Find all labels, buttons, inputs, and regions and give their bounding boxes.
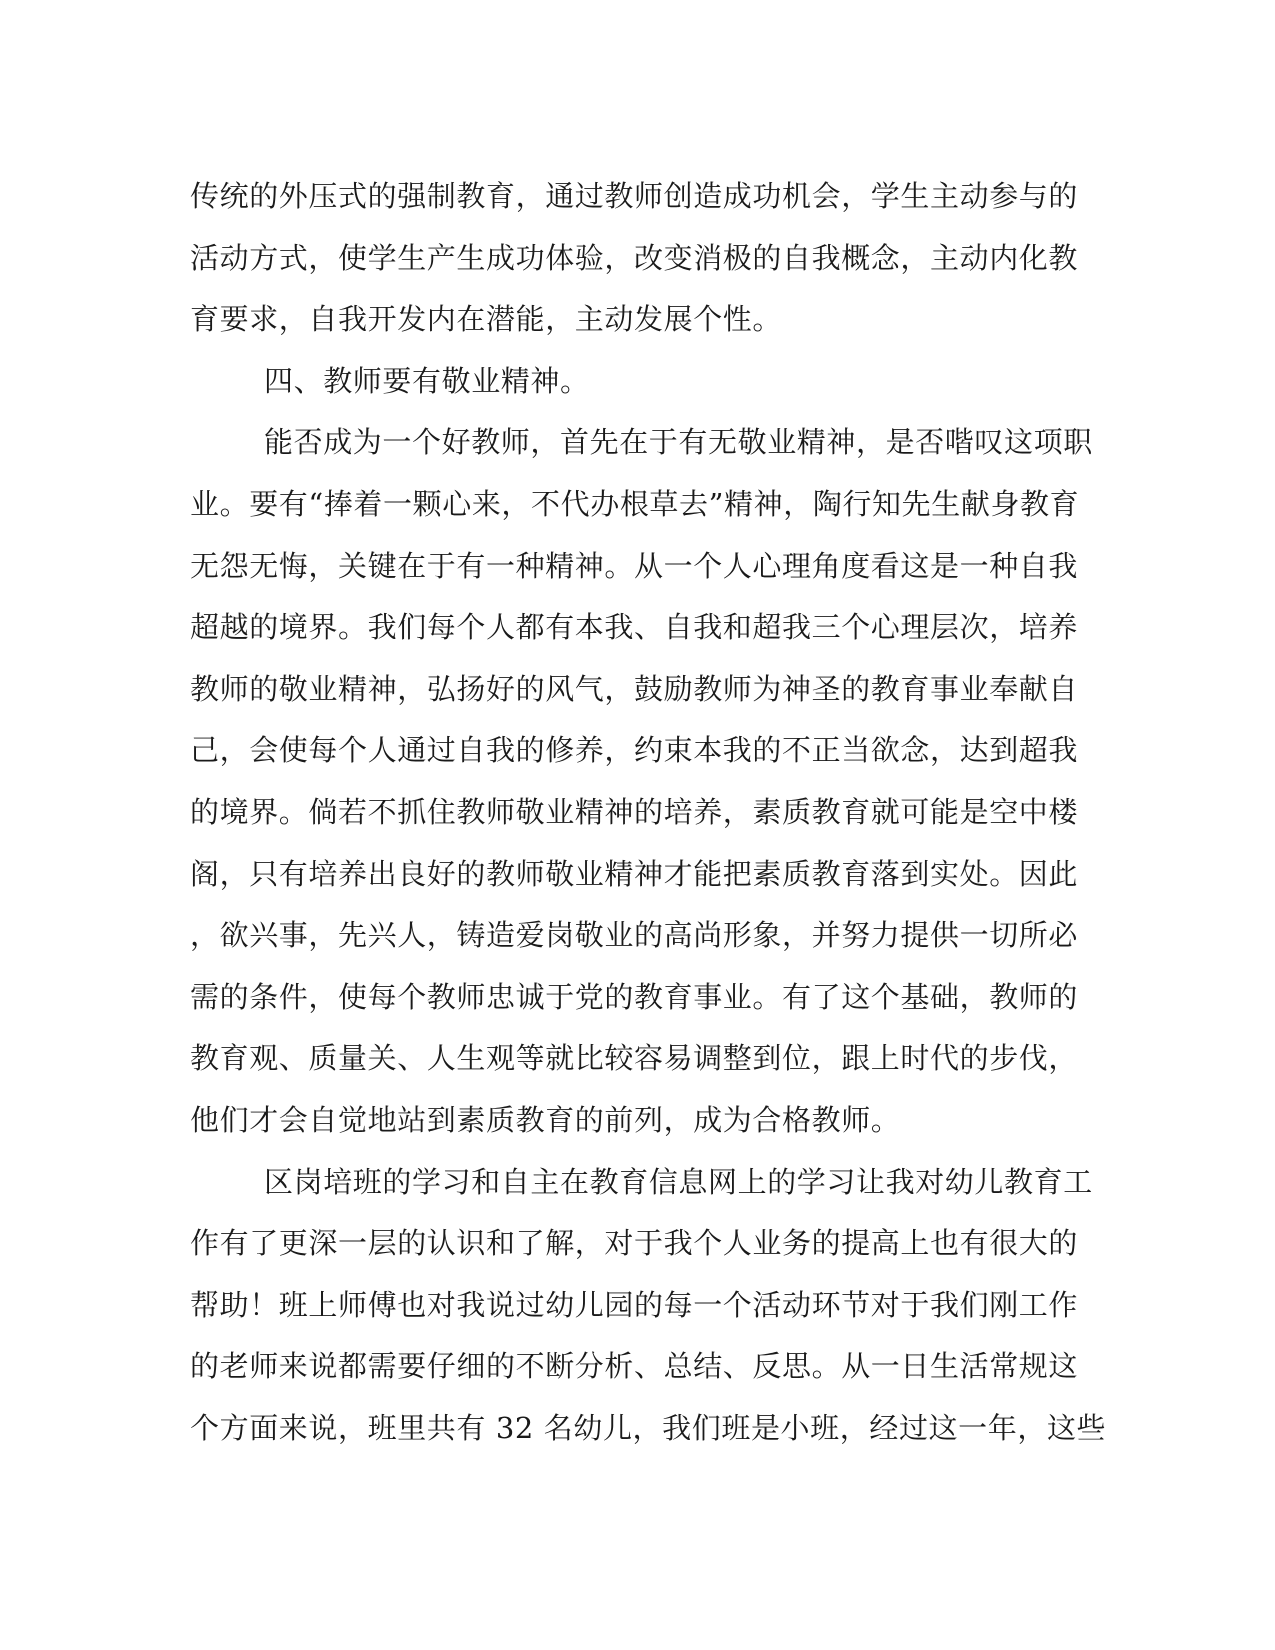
document-body xyxy=(190,166,1107,1459)
text-line: 活动方式，使学生产生成功体验，改变消极的自我概念，主动内化教 xyxy=(190,240,1079,275)
text-line: 能否成为一个好教师，首先在于有无敬业精神，是否喈叹这项职 xyxy=(264,425,1093,460)
text-line: 己，会使每个人通过自我的修养，约束本我的不正当欲念，达到超我 xyxy=(190,733,1079,768)
text-line: 无怨无悔，关键在于有一种精神。从一个人心理角度看这是一种自我 xyxy=(190,548,1079,583)
text-line: 帮助！班上师傅也对我说过幼儿园的每一个活动环节对于我们刚工作 xyxy=(190,1287,1079,1322)
text-line: 区岗培班的学习和自主在教育信息网上的学习让我对幼儿教育工 xyxy=(264,1164,1093,1199)
text-line: 业。要有“捧着一颗心来，不代办根草去”精神，陶行知先生献身教育 xyxy=(190,486,1080,521)
text-line: 的境界。倘若不抓住教师敬业精神的培养，素质教育就可能是空中楼 xyxy=(190,794,1079,829)
text-line: 育要求，自我开发内在潜能，主动发展个性。 xyxy=(190,302,783,337)
text-line: ，欲兴事，先兴人，铸造爱岗敬业的高尚形象，并努力提供一切所必 xyxy=(190,918,1079,953)
text-line: 传统的外压式的强制教育，通过教师创造成功机会，学生主动参与的 xyxy=(190,179,1079,213)
text-line: 四、教师要有敬业精神。 xyxy=(264,363,590,398)
text-line: 超越的境界。我们每个人都有本我、自我和超我三个心理层次，培养 xyxy=(190,610,1079,645)
text-line: 教师的敬业精神，弘扬好的风气，鼓励教师为神圣的教育事业奉献自 xyxy=(190,671,1079,706)
text-line: 需的条件，使每个教师忠诚于党的教育事业。有了这个基础，教师的 xyxy=(190,979,1079,1014)
text-line: 他们才会自觉地站到素质教育的前列，成为合格教师。 xyxy=(190,1102,901,1137)
text-line: 教育观、质量关、人生观等就比较容易调整到位，跟上时代的步伐， xyxy=(190,1041,1079,1076)
text-line: 个方面来说，班里共有 32 名幼儿，我们班是小班，经过这一年，这些 xyxy=(190,1410,1107,1445)
text-line: 阁，只有培养出良好的教师敬业精神才能把素质教育落到实处。因此 xyxy=(190,856,1079,891)
text-line: 的老师来说都需要仔细的不断分析、总结、反思。从一日生活常规这 xyxy=(190,1349,1079,1384)
text-line: 作有了更深一层的认识和了解，对于我个人业务的提高上也有很大的 xyxy=(190,1226,1079,1261)
